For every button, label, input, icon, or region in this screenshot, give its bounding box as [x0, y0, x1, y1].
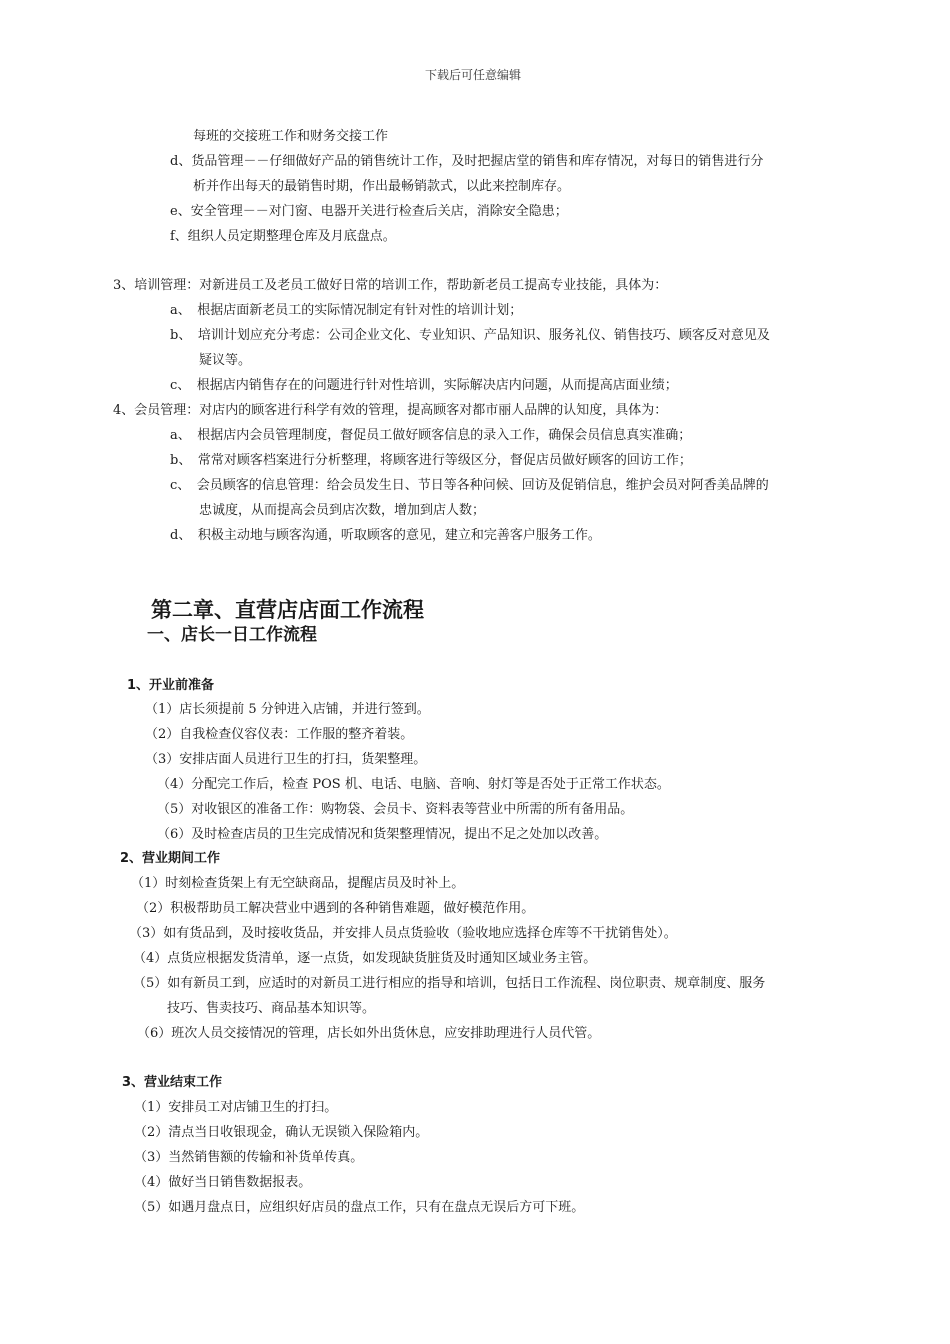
list-item: b、 培训计划应充分考虑：公司企业文化、专业知识、产品知识、服务礼仪、销售技巧、顾客反对意见及	[170, 328, 770, 343]
list-item: a、 根据店内会员管理制度，督促员工做好顾客信息的录入工作，确保会员信息真实准确；	[170, 428, 692, 443]
list-item-cont: 忠诚度，从而提高会员到店次数，增加到店人数；	[199, 503, 486, 518]
list-item: （4）分配完工作后，检查 POS 机、电话、电脑、音响、射灯等是否处于正常工作状态。	[157, 777, 670, 792]
list-item: （5）如有新员工到，应适时的对新员工进行相应的指导和培训，包括日工作流程、岗位职责、规章制度、服务	[133, 976, 766, 991]
list-item: （1）店长须提前 5 分钟进入店铺，并进行签到。	[145, 702, 430, 717]
member-title: 4、会员管理：对店内的顾客进行科学有效的管理，提高顾客对都市丽人品牌的认知度，具体为：	[113, 403, 668, 418]
list-item: （5）如遇月盘点日，应组织好店员的盘点工作，只有在盘点无误后方可下班。	[134, 1200, 585, 1215]
list-item: （1）时刻检查货架上有无空缺商品，提醒店员及时补上。	[131, 876, 465, 891]
list-item: （6）及时检查店员的卫生完成情况和货架整理情况，提出不足之处加以改善。	[157, 827, 608, 842]
list-item: （4）点货应根据发货清单，逐一点货，如发现缺货脏货及时通知区域业务主管。	[133, 951, 597, 966]
list-item: （2）自我检查仪容仪表：工作服的整齐着装。	[145, 727, 414, 742]
list-item: （2）积极帮助员工解决营业中遇到的各种销售难题，做好模范作用。	[136, 901, 535, 916]
subsection-title: 3、营业结束工作	[122, 1075, 223, 1090]
text-line: e、安全管理－－对门窗、电器开关进行检查后关店，消除安全隐患；	[170, 204, 568, 219]
list-item: （3）安排店面人员进行卫生的打扫，货架整理。	[145, 752, 427, 767]
subsection-title: 1、开业前准备	[127, 678, 215, 693]
text-line: 每班的交接班工作和财务交接工作	[193, 129, 389, 144]
list-item: （5）对收银区的准备工作：购物袋、会员卡、资料表等营业中所需的所有备用品。	[157, 802, 634, 817]
page-header: 下载后可任意编辑	[425, 68, 522, 82]
list-item: （3）如有货品到，及时接收货品，并安排人员点货验收（验收地应选择仓库等不干扰销售处）。	[129, 926, 677, 941]
section-title: 一、店长一日工作流程	[147, 625, 317, 645]
text-line: f、组织人员定期整理仓库及月底盘点。	[170, 229, 396, 244]
list-item: c、 会员顾客的信息管理：给会员发生日、节日等各种问候、回访及促销信息，维护会员对阿香美品牌的	[170, 478, 769, 493]
text-line: 析并作出每天的最销售时期，作出最畅销款式，以此来控制库存。	[193, 179, 571, 194]
list-item: d、 积极主动地与顾客沟通，听取顾客的意见，建立和完善客户服务工作。	[170, 528, 601, 543]
list-item: （3）当然销售额的传输和补货单传真。	[134, 1150, 364, 1165]
list-item-cont: 疑议等。	[199, 353, 252, 368]
list-item-cont: 技巧、售卖技巧、商品基本知识等。	[167, 1001, 376, 1016]
subsection-title: 2、营业期间工作	[120, 851, 221, 866]
list-item: （2）清点当日收银现金，确认无误锁入保险箱内。	[134, 1125, 429, 1140]
list-item: b、 常常对顾客档案进行分析整理，将顾客进行等级区分，督促店员做好顾客的回访工作；	[170, 453, 692, 468]
list-item: （1）安排员工对店铺卫生的打扫。	[134, 1100, 338, 1115]
list-item: c、 根据店内销售存在的问题进行针对性培训，实际解决店内问题，从而提高店面业绩；	[170, 378, 678, 393]
text-line: d、货品管理－－仔细做好产品的销售统计工作，及时把握店堂的销售和库存情况，对每日的销售进行分	[170, 154, 764, 169]
training-title: 3、培训管理：对新进员工及老员工做好日常的培训工作，帮助新老员工提高专业技能，具体为：	[113, 278, 668, 293]
list-item: （4）做好当日销售数据报表。	[134, 1175, 312, 1190]
list-item: （6）班次人员交接情况的管理，店长如外出货休息，应安排助理进行人员代管。	[137, 1026, 601, 1041]
list-item: a、 根据店面新老员工的实际情况制定有针对性的培训计划；	[170, 303, 523, 318]
chapter-title: 第二章、直营店店面工作流程	[151, 598, 424, 622]
